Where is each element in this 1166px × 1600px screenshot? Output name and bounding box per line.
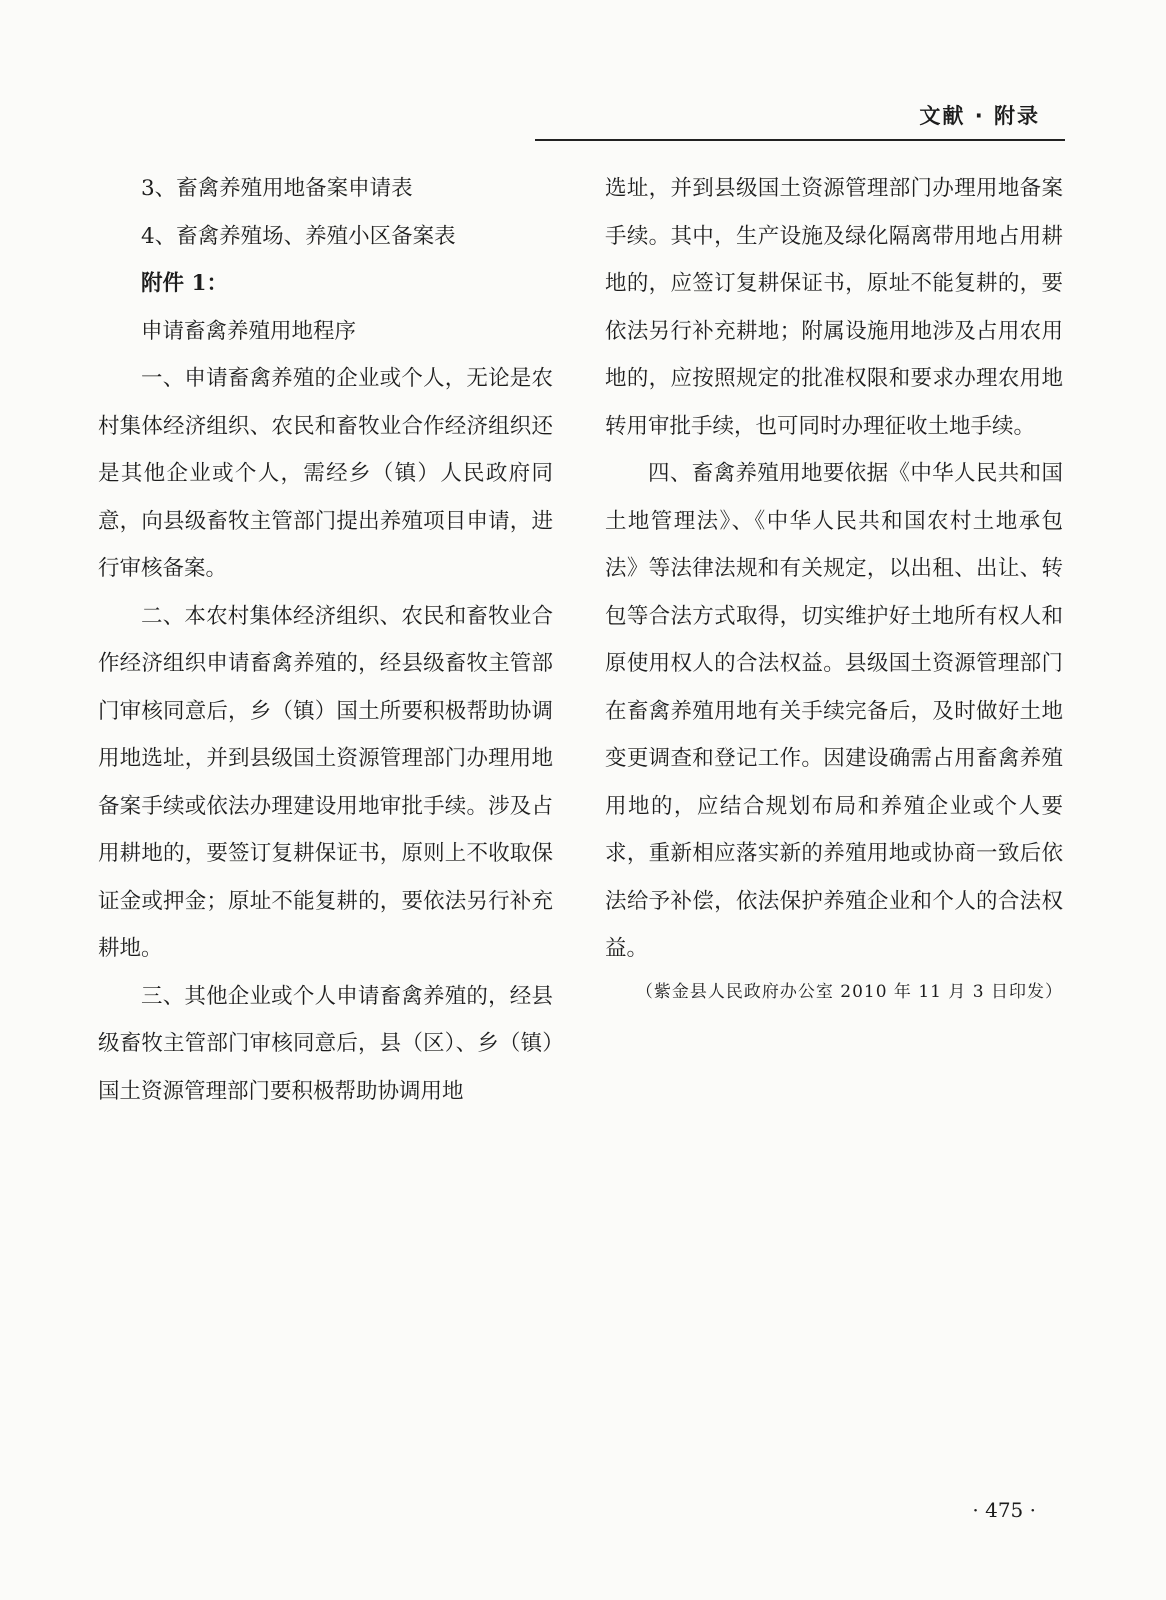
right-column — [605, 165, 1063, 1007]
header-divider — [535, 139, 1065, 141]
list-item: 3、畜禽养殖用地备案申请表 — [141, 176, 413, 201]
paragraph-4: 四、畜禽养殖用地要依据《中华人民共和国土地管理法》、《中华人民共和国农村土地承包法》等法律法规和有关规定，以出租、出让、转包等合法方式取得，切实维护好土地所有权人和原使用权人的合法权益。县级国土资源管理部门在畜禽养殖用地有关手续完备后，及时做好土地变更调查和登记工作。因建设确需占用畜禽养殖用地的，应结合规划布局和养殖企业或个人要求，重新相应落实新的养殖用地或协商一致后依法给予补偿，依法保护养殖企业和个人的合法权益。 — [605, 461, 1063, 961]
left-column — [98, 165, 553, 1115]
paragraph-2: 二、本农村集体经济组织、农民和畜牧业合作经济组织申请畜禽养殖的，经县级畜牧主管部门审核同意后，乡（镇）国土所要积极帮助协调用地选址，并到县级国土资源管理部门办理用地备案手续或依法办理建设用地审批手续。涉及占用耕地的，要签订复耕保证书，原则上不收取保证金或押金；原址不能复耕的，要依法另行补充耕地。 — [98, 603, 553, 961]
list-item: 4、畜禽养殖场、养殖小区备案表 — [141, 223, 456, 249]
issuer-note: （紫金县人民政府办公室 2010 年 11 月 3 日印发） — [635, 981, 1063, 1002]
paragraph-3-start: 三、其他企业或个人申请畜禽养殖的，经县级畜牧主管部门审核同意后，县（区）、乡（镇）国土资源管理部门要积极帮助协调用地 — [98, 983, 553, 1104]
section-title: 文献 · 附录 — [919, 104, 1040, 128]
page-number: · 475 · — [972, 1498, 1036, 1522]
attachment-label: 附件 1： — [141, 271, 228, 296]
paragraph-1: 一、申请畜禽养殖的企业或个人，无论是农村集体经济组织、农民和畜牧业合作经济组织还是其他企业或个人，需经乡（镇）人民政府同意，向县级畜牧主管部门提出养殖项目申请，进行审核备案。 — [98, 366, 553, 581]
attachment-title: 申请畜禽养殖用地程序 — [141, 318, 357, 344]
paragraph-3-continued: 选址，并到县级国土资源管理部门办理用地备案手续。其中，生产设施及绿化隔离带用地占用耕地的，应签订复耕保证书，原址不能复耕的，要依法另行补充耕地；附属设施用地涉及占用农用地的，应按照规定的批准权限和要求办理农用地转用审批手续，也可同时办理征收土地手续。 — [605, 176, 1063, 439]
